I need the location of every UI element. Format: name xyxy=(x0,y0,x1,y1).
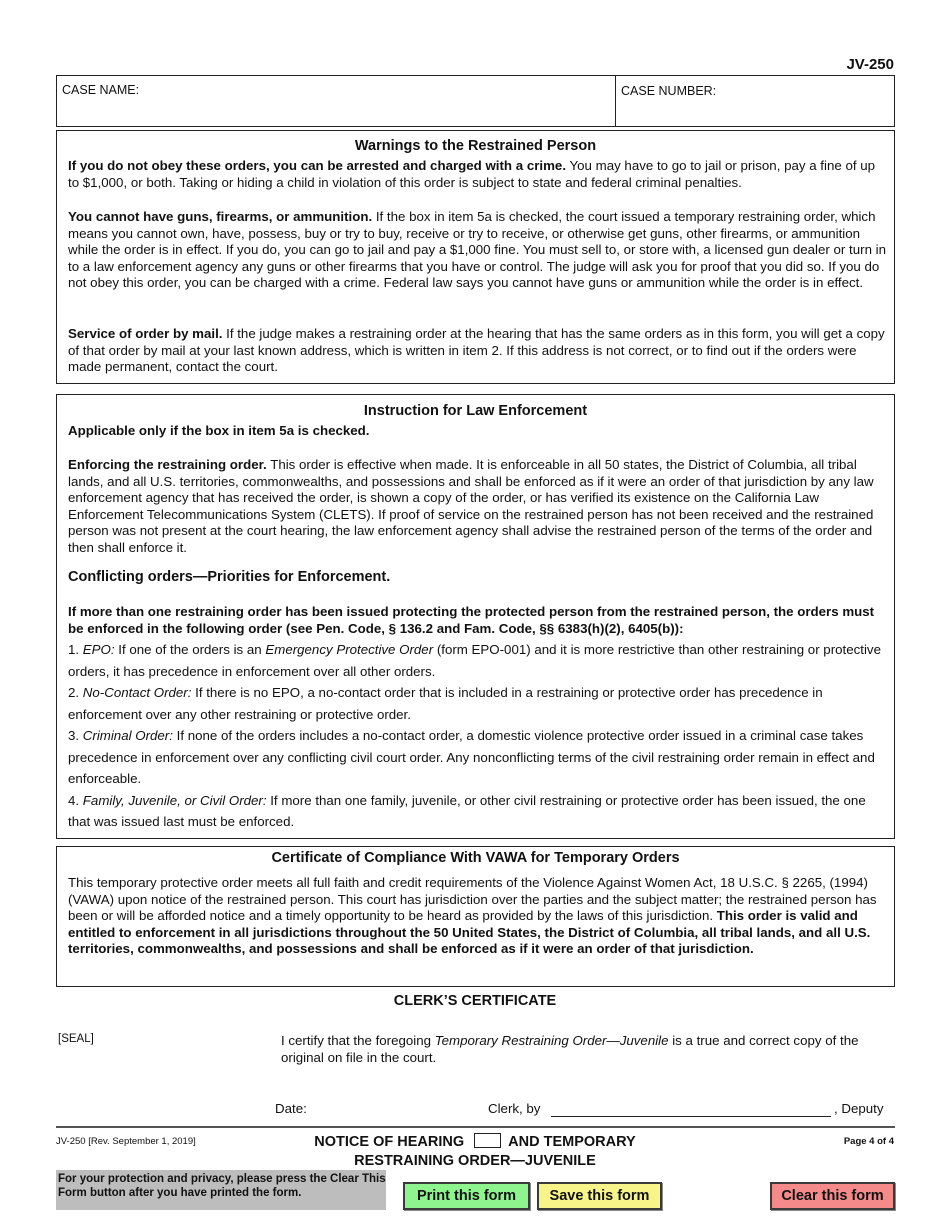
clerk-by-label: Clerk, by xyxy=(488,1101,541,1116)
case-divider xyxy=(615,76,616,126)
clerk-certificate-title: CLERK’S CERTIFICATE xyxy=(393,993,557,1009)
certify-statement: I certify that the foregoing Temporary Restraining Order—Juvenile is a true and correct copy of the original on file in the court. xyxy=(281,1033,859,1065)
vawa-box xyxy=(56,846,895,987)
law-enforcement-title: Instruction for Law Enforcement xyxy=(363,403,588,419)
law-enforcement-box xyxy=(56,394,895,839)
page-number: Page 4 of 4 xyxy=(843,1136,894,1147)
date-label: Date: xyxy=(275,1101,307,1116)
document-title: NOTICE OF HEARING AND TEMPORARY RESTRAINING ORDER—JUVENILE xyxy=(314,1134,636,1169)
notice-of-hearing-checkbox[interactable] xyxy=(474,1133,501,1148)
save-form-button[interactable]: Save this form xyxy=(537,1182,662,1210)
warnings-title: Warnings to the Restrained Person xyxy=(354,138,597,154)
clear-form-button[interactable]: Clear this form xyxy=(770,1182,895,1210)
case-header-box xyxy=(56,75,895,127)
revision-date: JV-250 [Rev. September 1, 2019] xyxy=(56,1136,196,1147)
form-id: JV-250 xyxy=(846,56,894,73)
enforcing-paragraph: Enforcing the restraining order. This order is effective when made. It is enforceable in all 50 states, the District of Columbia, all tribal lands, and all U.S. territories, commonwealths, and possessions and shall be enforced as if it were an order of that jurisdiction by any law enforcement agency that has received the order, is shown a copy of the order, or has verified its existence on the California Law Enforcement Telecommunications System (CLETS). If proof of service on the restrained person has not been received and the restrained person was not present at the court hearing, the law enforcement agency shall advise the restrained person of the terms of the order and then shall enforce it. xyxy=(68,457,874,555)
warnings-box xyxy=(56,130,895,384)
priority-item-criminal: 3. Criminal Order: If none of the orders includes a no-contact order, a domestic violence protective order issued in a criminal case takes precedence in enforcement over any conflicting civil court order. Any nonconflicting terms of the civil restraining order remain in effect and enforceable. xyxy=(68,728,875,786)
vawa-title: Certificate of Compliance With VAWA for Temporary Orders xyxy=(271,850,680,866)
conflicting-orders-intro: If more than one restraining order has been issued protecting the protected person from the restrained person, the orders must be enforced in the following order (see Pen. Code, § 136.2 and Fam. Code, §§ 6383(h)(2), 6405(b)): xyxy=(68,604,875,636)
deputy-label: , Deputy xyxy=(834,1101,884,1116)
warnings-paragraph-guns: You cannot have guns, firearms, or ammunition. If the box in item 5a is checked, the court issued a temporary restraining order, which means you cannot own, have, possess, buy or try to buy, receive or try to receive, or otherwise get guns, other firearms, or ammunition while the order is in effect. If you do, you can go to jail and pay a $1,000 fine. You must sell to, or store with, a licensed gun dealer or turn in to a law enforcement agency any guns or other firearms that you have or control. The judge will ask you for proof that you did so. If you do not obey this order, you can be charged with a crime. Federal law says you cannot have guns or ammunition while the order is in effect. xyxy=(68,209,887,291)
priority-item-epo: 1. EPO: If one of the orders is an Emergency Protective Order (form EPO-001) and it is more restrictive than other restraining or protective orders, it has precedence in enforcement over all other orders. xyxy=(68,642,881,679)
priority-item-civil: 4. Family, Juvenile, or Civil Order: If more than one family, juvenile, or other civil restraining or protective order has been issued, the one that was issued last must be enforced. xyxy=(68,792,866,829)
case-number-label: CASE NUMBER: xyxy=(621,84,717,98)
print-form-button[interactable]: Print this form xyxy=(403,1182,530,1210)
priority-item-no-contact: 2. No-Contact Order: If there is no EPO, a no-contact order that is included in a restraining or protective order has precedence in enforcement over any other restraining or protective order. xyxy=(68,685,823,722)
applicable-note: Applicable only if the box in item 5a is checked. xyxy=(68,423,370,438)
vawa-paragraph: This temporary protective order meets all full faith and credit requirements of the Violence Against Women Act, 18 U.S.C. § 2265, (1994) (VAWA) upon notice of the restrained person. This court has jurisdiction over the parties and the subject matter; the restrained person has been or will be afforded notice and a timely opportunity to be heard as provided by the laws of this jurisdiction. This order is valid and entitled to enforcement in all jurisdictions throughout the 50 United States, the District of Columbia, all tribal lands, and all U.S. territories, commonwealths, and possessions and shall be enforced as if it were an order of that jurisdiction. xyxy=(68,875,877,957)
warnings-paragraph-arrest: If you do not obey these orders, you can be arrested and charged with a crime. You may have to go to jail or prison, pay a fine of up to $1,000, or both. Taking or hiding a child in violation of this order is subject to state and federal criminal penalties. xyxy=(68,158,876,190)
warnings-paragraph-service: Service of order by mail. If the judge makes a restraining order at the hearing that has the same orders as in this form, you will get a copy of that order by mail at your last known address, which is written in item 2. If this address is not correct, or to find out if the orders were made permanent, contact the court. xyxy=(68,326,885,375)
case-name-label: CASE NAME: xyxy=(62,83,140,97)
conflicting-orders-heading: Conflicting orders—Priorities for Enforcement. xyxy=(68,569,391,585)
priority-list xyxy=(68,639,886,833)
privacy-notice: For your protection and privacy, please press the Clear This Form button after you have printed the form. xyxy=(56,1170,386,1210)
footer-rule xyxy=(56,1126,895,1128)
seal-placeholder: [SEAL] xyxy=(58,1033,94,1045)
clerk-signature-line[interactable] xyxy=(551,1116,831,1117)
